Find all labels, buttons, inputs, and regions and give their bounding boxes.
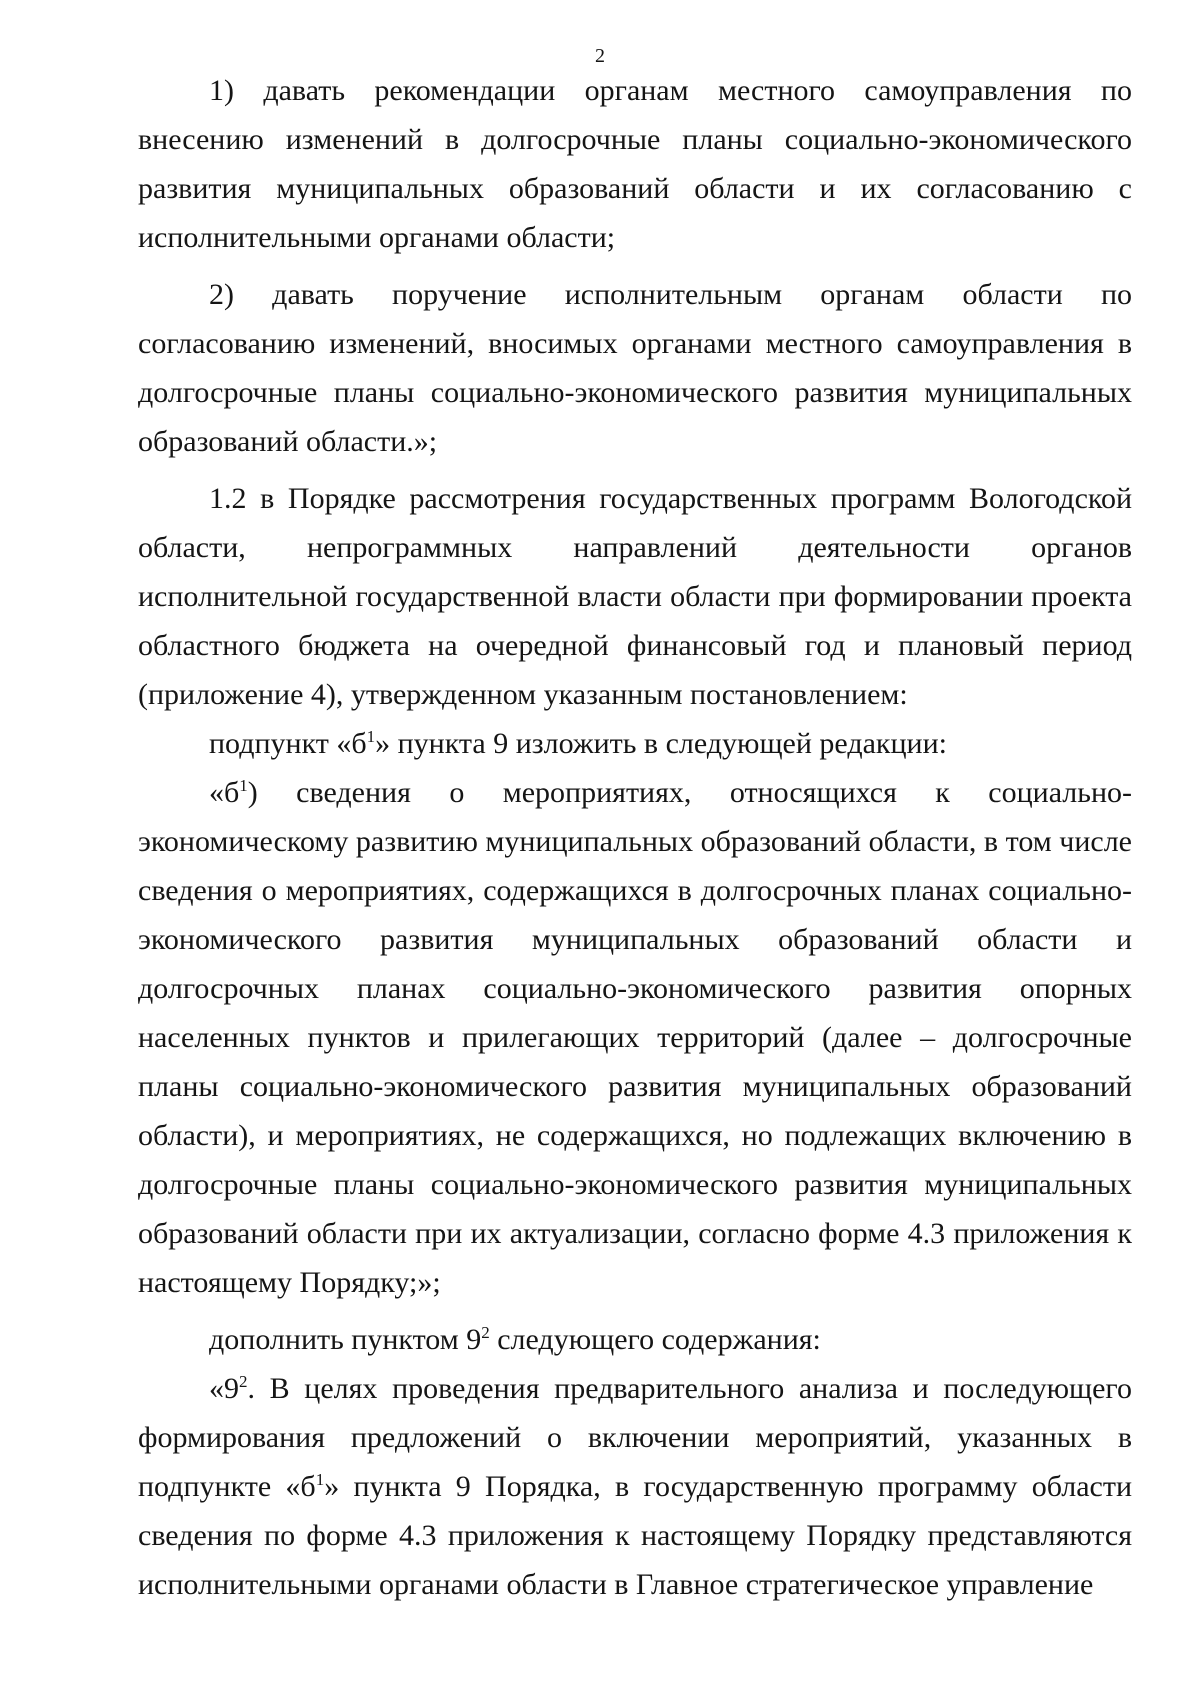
paragraph-text: ) сведения о мероприятиях, относящихся к социально-экономическому развитию муниципальных образований области, в том числе сведения о мероприятиях, содержащихся в долгосрочных планах социально-экономического развития муниципальных образований области и долгосрочных планах социально-экономического развития опорных населенных пунктов и прилегающих территорий (далее – долгосрочные планы социально-экономического развития муниципальных образований области), и мероприятиях, не содержащихся, но подлежащих включению в долгосрочные планы социально-экономического развития муниципальных образований области при их актуализации, согласно форме 4.3 приложения к настоящему Порядку;»; — [138, 776, 1132, 1299]
paragraph-text: 1.2 в Порядке рассмотрения государственных программ Вологодской области, непрограммных направлений деятельности органов исполнительной государственной власти области при формировании проекта областного бюджета на очередной финансовый год и плановый период (приложение 4), утвержденном указанным постановлением: — [138, 482, 1132, 711]
superscript-text: 2 — [239, 1372, 248, 1391]
superscript-text: 1 — [239, 776, 248, 795]
paragraph-text: . В целях проведения предварительного анализа и последующего формирования предложений о включении мероприятий, указанных в подпункте «б — [138, 1372, 1132, 1503]
paragraph-section-1-2 — [138, 474, 1132, 719]
paragraph-text: 2) давать поручение исполнительным органам области по согласованию изменений, вносимых органами местного самоуправления в долгосрочные планы социально-экономического развития муниципальных образований области.»; — [138, 278, 1132, 458]
paragraph-subpoint-instruction — [138, 719, 1132, 768]
paragraph-text: «9 — [209, 1372, 239, 1405]
paragraph-text: «б — [209, 776, 240, 809]
paragraph-point-9-2-text — [138, 1364, 1132, 1609]
paragraph-item-1 — [138, 66, 1132, 262]
paragraph-text: дополнить пунктом 9 — [209, 1323, 482, 1356]
paragraph-subpoint-b1-text — [138, 768, 1132, 1307]
paragraph-text: » пункта 9 Порядка, в государственную программу области сведения по форме 4.3 приложения к настоящему Порядку представляются исполнительными органами области в Главное стратегическое управление — [138, 1470, 1132, 1601]
paragraph-text: подпункт «б — [209, 727, 367, 760]
paragraph-item-2 — [138, 270, 1132, 466]
paragraph-text: » пункта 9 изложить в следующей редакции: — [375, 727, 947, 760]
paragraph-add-point-instruction — [138, 1315, 1132, 1364]
superscript-text: 1 — [315, 1470, 325, 1489]
page-number: 2 — [595, 45, 605, 67]
superscript-text: 2 — [481, 1323, 490, 1342]
paragraph-text: следующего содержания: — [489, 1323, 821, 1356]
paragraph-text: 1) давать рекомендации органам местного самоуправления по внесению изменений в долгосрочные планы социально-экономического развития муниципальных образований области и их согласованию с исполнительными органами области; — [138, 74, 1132, 254]
superscript-text: 1 — [366, 727, 376, 746]
document-body — [138, 66, 1132, 1609]
